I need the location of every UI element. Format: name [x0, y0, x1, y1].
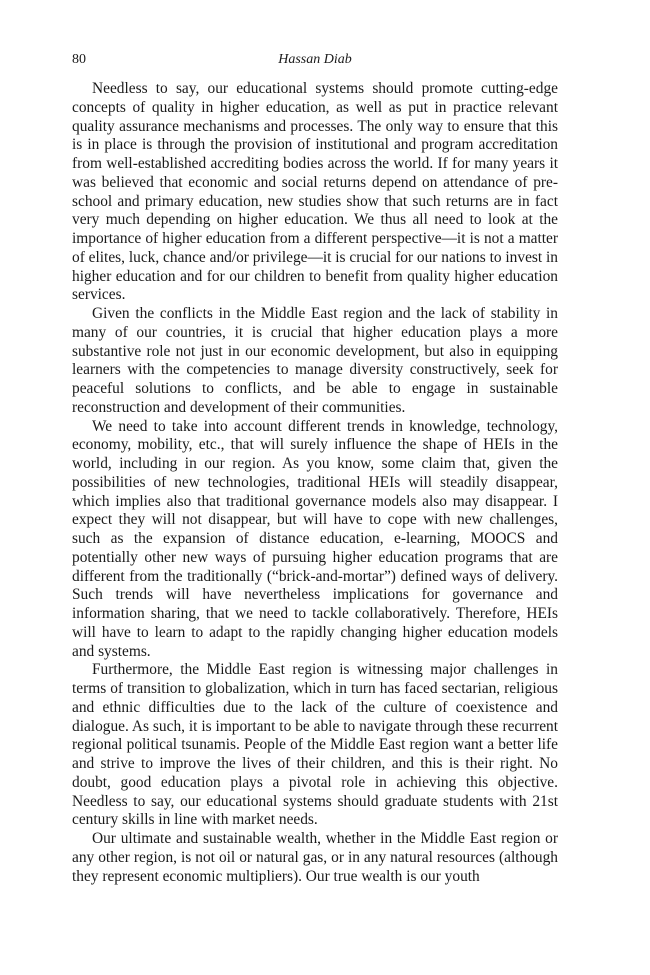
page-number: 80: [72, 52, 86, 67]
paragraph: Our ultimate and sustainable wealth, whether in the Middle East region or any other region, is not oil or natural gas, or in any natural resources (although they represent economic multipliers). Our true wealth is our youth: [72, 830, 558, 885]
running-head-author: Hassan Diab: [278, 52, 352, 67]
paragraph: Needless to say, our educational systems should promote cutting-edge concepts of quality in higher education, as well as put in practice relevant quality assurance mechanisms and processes. The only way to ensure that this is in place is through the provision of institutional and program accreditation from well-established accrediting bodies across the world. If for many years it was believed that economic and social returns depend on attendance of pre-school and primary education, new studies show that such returns are in fact very much depending on higher education. We thus all need to look at the importance of higher education from a different perspective—it is not a matter of elites, luck, chance and/or privilege—it is crucial for our nations to invest in higher education and for our children to benefit from quality higher education services.: [72, 80, 558, 304]
paragraph: Furthermore, the Middle East region is witnessing major challenges in terms of transition to globalization, which in turn has faced sectarian, religious and ethnic difficulties due to the lack of the culture of coexistence and dialogue. As such, it is important to be able to navigate through these recurrent regional political tsunamis. People of the Middle East region want a better life and strive to improve the lives of their children, and this is their right. No doubt, good education plays a pivotal role in achieving this objective. Needless to say, our educational systems should graduate students with 21st century skills in line with market needs.: [72, 661, 558, 829]
page-header: [72, 52, 558, 72]
paragraph: Given the conflicts in the Middle East region and the lack of stability in many of our countries, it is crucial that higher education plays a more substantive role not just in our economic development, but also in equipping learners with the competencies to manage diversity constructively, seek for peaceful solutions to conflicts, and be able to engage in sustainable reconstruction and development of their communities.: [72, 305, 558, 416]
body-text: [72, 80, 558, 886]
paragraph: We need to take into account different trends in knowledge, technology, economy, mobility, etc., that will surely influence the shape of HEIs in the world, including in our region. As you know, some claim that, given the possibilities of new technologies, traditional HEIs will steadily disappear, which implies also that traditional governance models also may disappear. I expect they will not disappear, but will have to cope with new challenges, such as the expansion of distance education, e-learning, MOOCS and potentially other new ways of pursuing higher education programs that are different from the traditionally (“brick-and-mortar”) defined ways of delivery. Such trends will have nevertheless implications for governance and information sharing, that we need to tackle collaboratively. Therefore, HEIs will have to learn to adapt to the rapidly changing higher education models and systems.: [72, 417, 558, 660]
